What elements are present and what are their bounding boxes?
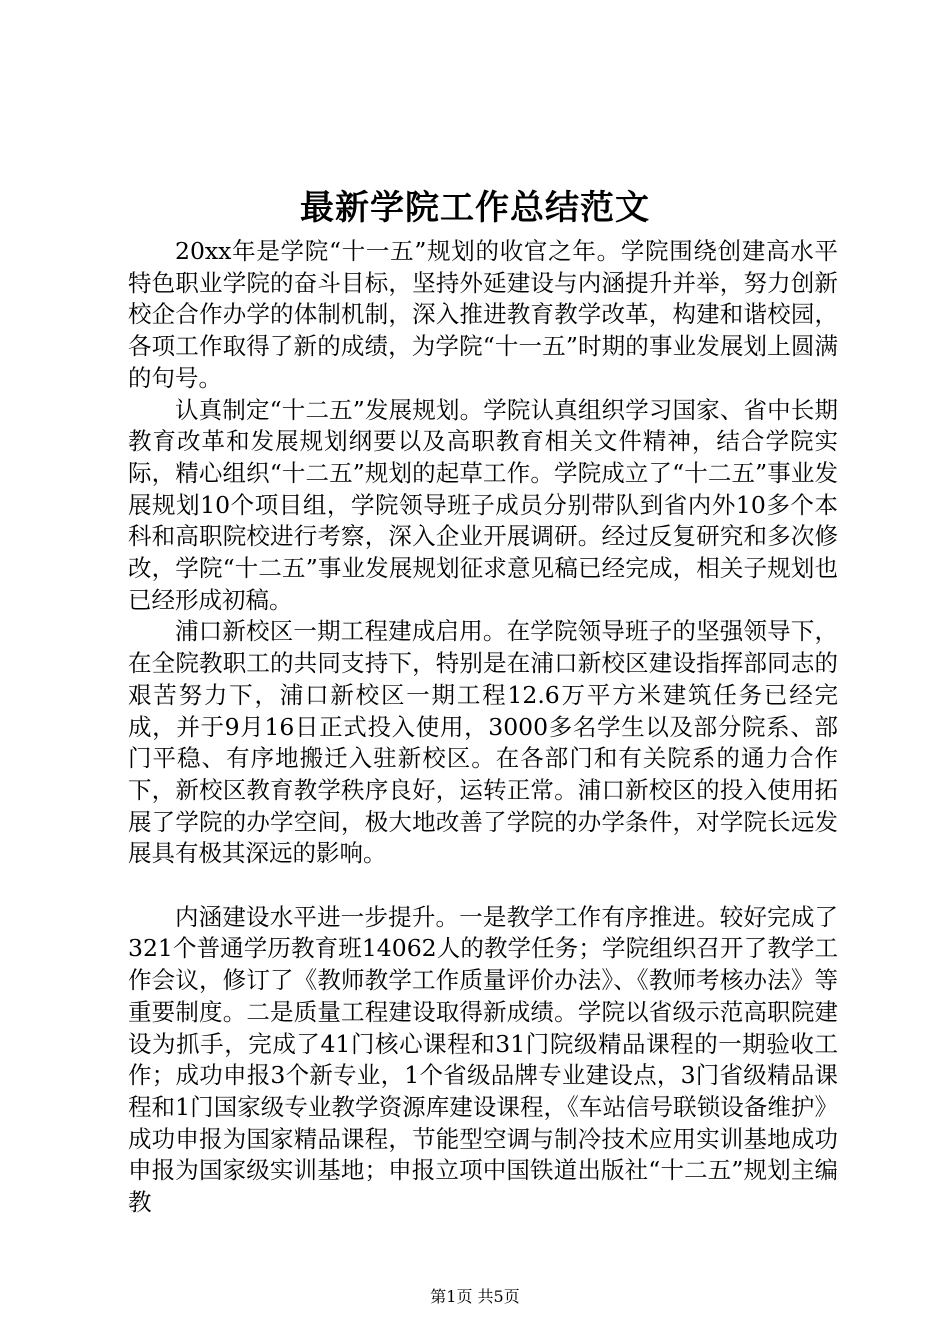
page-footer: 第1页 共5页 bbox=[430, 1287, 520, 1306]
paragraph-planning: 认真制定“十二五”发展规划。学院认真组织学习国家、省中长期教育改革和发展规划纲要以及高职教育相关文件精神，结合学院实际，精心组织“十二五”规划的起草工作。学院成立了“十二五”事业发展规划10个项目组，学院领导班子成员分别带队到省内外10多个本科和高职院校进行考察，深入企业开展调研。经过反复研究和多次修改，学院“十二五”事业发展规划征求意见稿已经完成，相关子规划也已经形成初稿。 bbox=[128, 395, 838, 614]
document-title: 最新学院工作总结范文 bbox=[300, 188, 650, 228]
document-body bbox=[128, 236, 838, 1219]
paragraph-new-campus: 浦口新校区一期工程建成启用。在学院领导班子的坚强领导下，在全院教职工的共同支持下，特别是在浦口新校区建设指挥部同志的艰苦努力下，浦口新校区一期工程12.6万平方米建筑任务已经完成，并于9月16日正式投入使用，3000多名学生以及部分院系、部门平稳、有序地搬迁入驻新校区。在各部门和有关院系的通力合作下，新校区教育教学秩序良好，运转正常。浦口新校区的投入使用拓展了学院的办学空间，极大地改善了学院的办学条件，对学院长远发展具有极其深远的影响。 bbox=[128, 617, 838, 868]
paragraph-intro: 20xx年是学院“十一五”规划的收官之年。学院围绕创建高水平特色职业学院的奋斗目标，坚持外延建设与内涵提升并举，努力创新校企合作办学的体制机制，深入推进教育教学改革，构建和谐校园，各项工作取得了新的成绩，为学院“十一五”时期的事业发展划上圆满的句号。 bbox=[128, 237, 838, 392]
paragraph-connotation: 内涵建设水平进一步提升。一是教学工作有序推进。较好完成了321个普通学历教育班14062人的教学任务；学院组织召开了教学工作会议，修订了《教师教学工作质量评价办法》、《教师考核办法》等重要制度。二是质量工程建设取得新成绩。学院以省级示范高职院建设为抓手，完成了41门核心课程和31门院级精品课程的一期验收工作；成功申报3个新专业，1个省级品牌专业建设点，3门省级精品课程和1门国家级专业教学资源库建设课程，《车站信号联锁设备维护》成功申报为国家精品课程，节能型空调与制冷技术应用实训基地成功申报为国家级实训基地；申报立项中国铁道出版社“十二五”规划主编教 bbox=[128, 902, 838, 1217]
